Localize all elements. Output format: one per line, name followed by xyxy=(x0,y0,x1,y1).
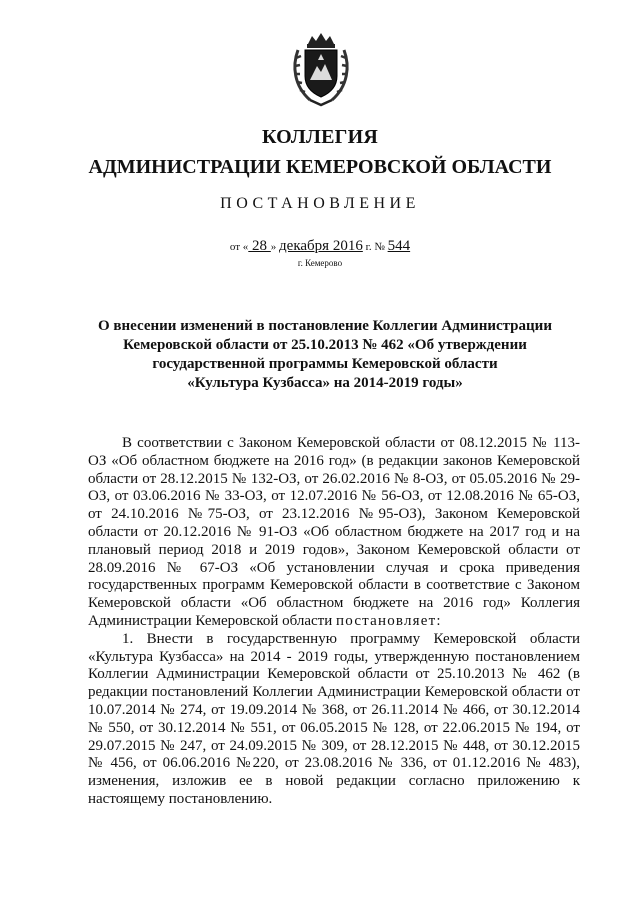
kemerovo-coat-of-arms-icon xyxy=(290,30,352,108)
body-paragraph-1 xyxy=(88,435,580,631)
resolution-keyword: постановляет: xyxy=(336,612,442,629)
date-mid2: г. № xyxy=(362,241,388,253)
body-paragraph-2: 1. Внести в государственную программу Кемеровской области «Культура Кузбасса» на 2014 - 2019 годы, утвержденную постановлением Коллегии Администрации Кемеровской области от 25.10.2013 № 462 (в редакции постановлений Коллегии Администрации Кемеровской области от 10.07.2014 № 274, от 19.09.2014 № 368, от 26.11.2014 № 466, от 30.12.2014 № 550, от 30.12.2014 № 551, от 06.05.2015 № 128, от 22.06.2015 № 194, от 29.07.2015 № 247, от 24.09.2015 № 309, от 28.12.2015 № 448, от 30.12.2015 № 456, от 06.06.2016 №220, от 23.08.2016 № 336, от 01.12.2016 № 483), изменения, изложив ее в новой редакции согласно приложению к настоящему постановлению. xyxy=(88,630,580,807)
document-number: 544 xyxy=(387,238,411,254)
date-month-year: декабря 2016 xyxy=(279,238,363,254)
document-title xyxy=(90,317,560,393)
document-date-line xyxy=(0,238,640,255)
document-city: г. Кемерово xyxy=(297,258,343,268)
date-prefix: от « xyxy=(229,241,249,253)
title-line2: Кемеровской области от 25.10.2013 № 462 «Об утверждении xyxy=(123,337,527,353)
document-body xyxy=(88,435,580,809)
org-name-line2: АДМИНИСТРАЦИИ КЕМЕРОВСКОЙ ОБЛАСТИ xyxy=(88,156,552,178)
date-day: 28 xyxy=(248,238,271,254)
title-line3: государственной программы Кемеровской области xyxy=(152,356,498,372)
title-line4: «Культура Кузбасса» на 2014-2019 годы» xyxy=(187,375,463,391)
document-type: ПОСТАНОВЛЕНИЕ xyxy=(220,195,420,212)
title-line1: О внесении изменений в постановление Коллегии Администрации xyxy=(98,318,552,334)
org-name-line1: КОЛЛЕГИЯ xyxy=(261,126,379,148)
date-mid1: » xyxy=(270,241,280,253)
paragraph-1-text: В соответствии с Законом Кемеровской области от 08.12.2015 № 113-ОЗ «Об областном бюджете на 2016 год» (в редакции законов Кемеровской области от 28.12.2015 № 132-ОЗ, от 26.02.2016 № 8-ОЗ, от 05.05.2016 № 29-ОЗ, от 03.06.2016 № 33-ОЗ, от 12.07.2016 № 56-ОЗ, от 12.08.2016 № 65-ОЗ, от 24.10.2016 №75-ОЗ, от 23.12.2016 №95-ОЗ), Законом Кемеровской области от 20.12.2016 № 91-ОЗ «Об областном бюджете на 2017 год и на плановый период 2018 и 2019 годов», Законом Кемеровской области от 28.09.2016 № 67-ОЗ «Об установлении случая и срока приведения государственных программ Кемеровской области в соответствие с Законом Кемеровской области «Об областном бюджете на 2016 год» Коллегия Администрации Кемеровской области xyxy=(88,435,580,629)
